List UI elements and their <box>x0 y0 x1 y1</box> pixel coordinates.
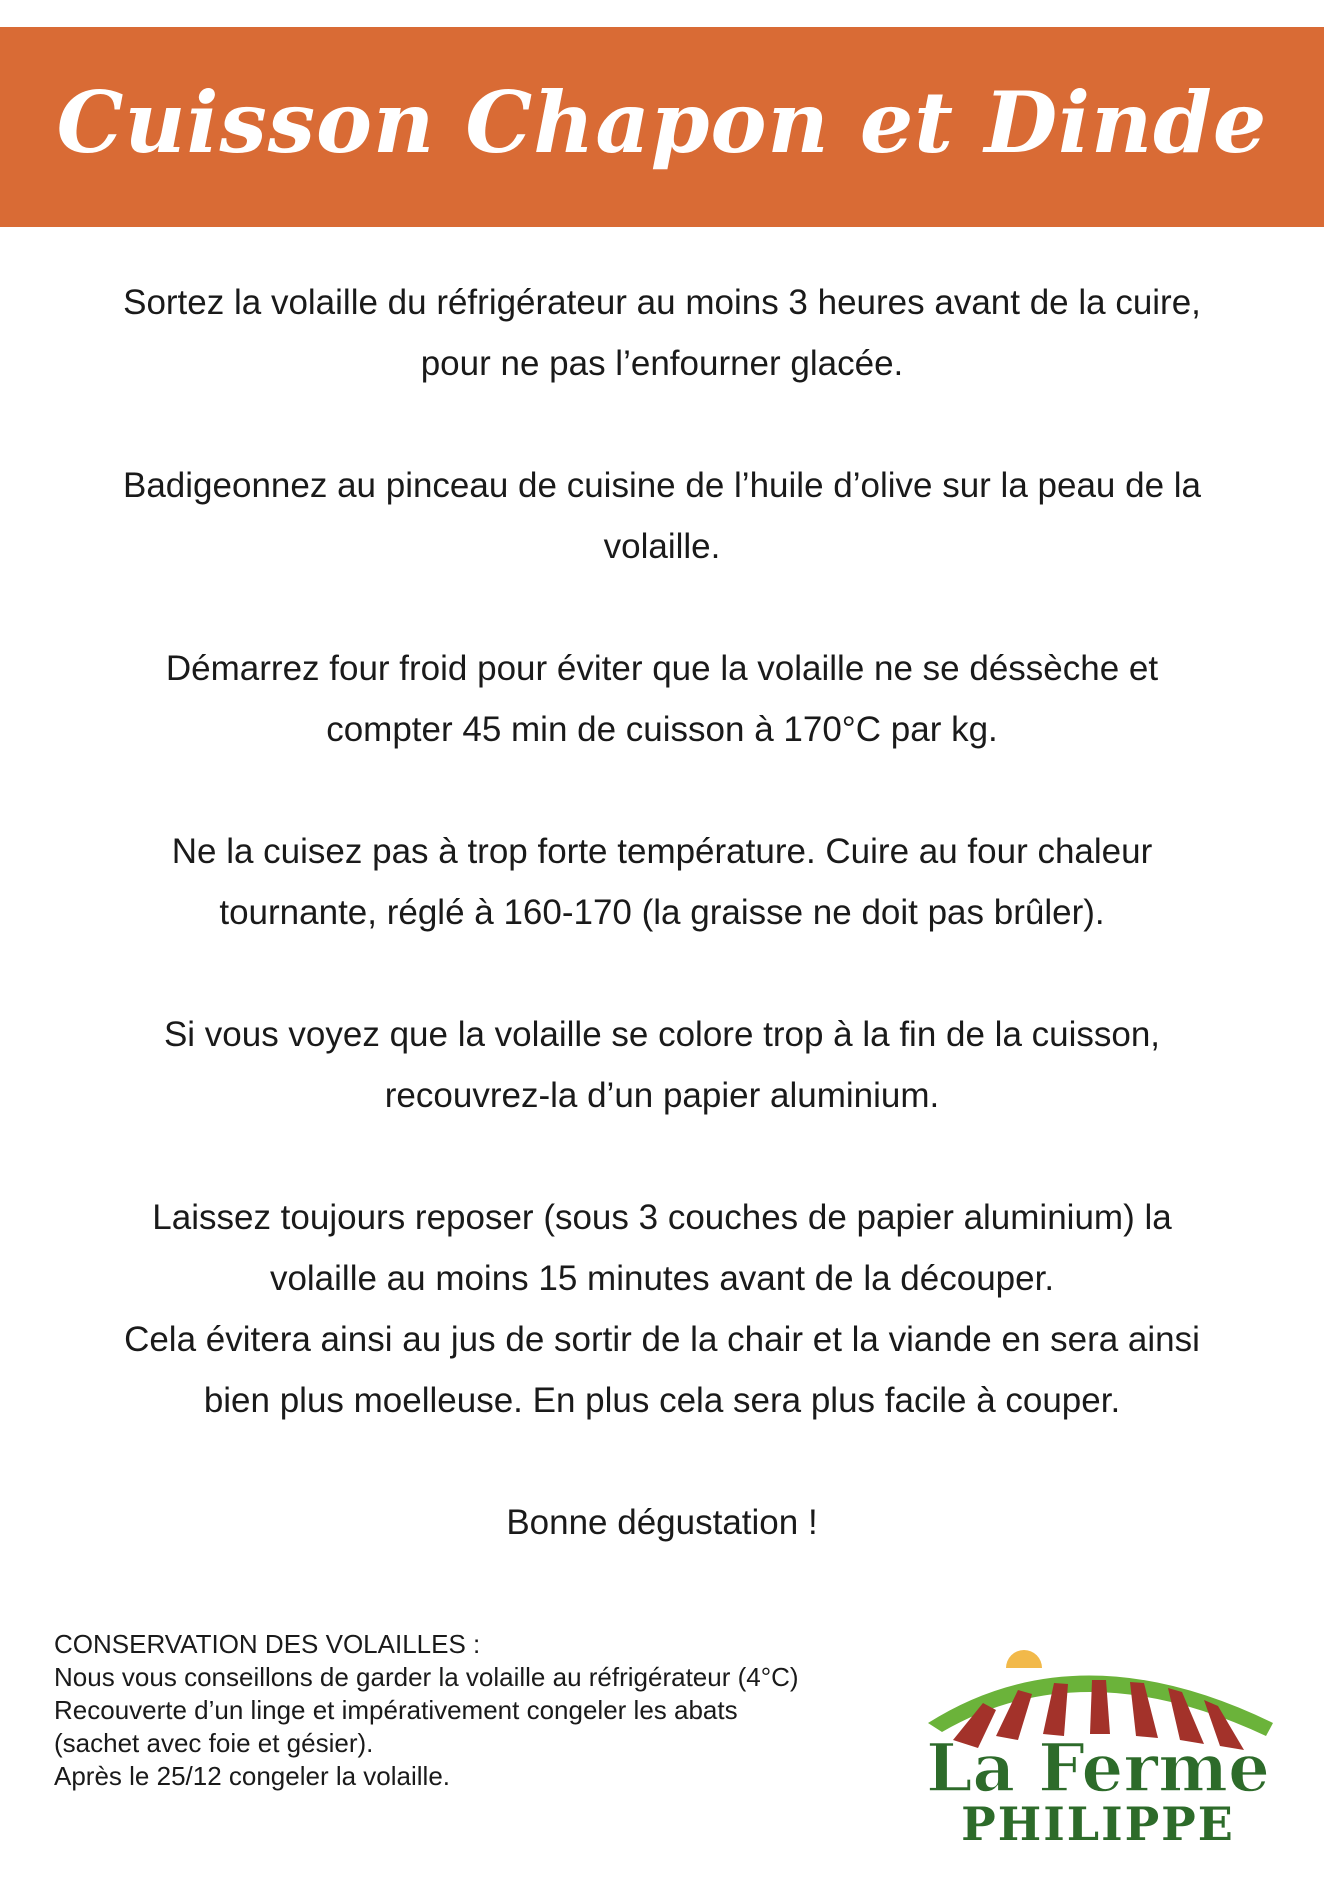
title-banner <box>0 27 1324 227</box>
sun-icon <box>1006 1650 1042 1668</box>
paragraph <box>50 1187 1274 1431</box>
logo-line-1: La Ferme <box>926 1729 1270 1807</box>
conservation-line: Après le 25/12 congeler la volaille. <box>54 1761 451 1791</box>
text-line: volaille. <box>603 527 721 566</box>
text-line: Ne la cuisez pas à trop forte température. Cuire au four chaleur <box>171 832 1153 871</box>
text-line: Si vous voyez que la volaille se colore trop à la fin de la cuisson, <box>163 1015 1161 1054</box>
conservation-line: Nous vous conseillons de garder la volaille au réfrigérateur (4°C) <box>54 1662 799 1692</box>
conservation-heading: CONSERVATION DES VOLAILLES : <box>54 1629 481 1659</box>
text-line: bien plus moelleuse. En plus cela sera plus facile à couper. <box>203 1381 1121 1420</box>
text-line: Cela évitera ainsi au jus de sortir de la chair et la viande en sera ainsi <box>124 1320 1200 1359</box>
text-line: Laissez toujours reposer (sous 3 couches de papier aluminium) la <box>152 1198 1172 1237</box>
text-line: recouvrez-la d’un papier aluminium. <box>384 1076 940 1115</box>
text-line: pour ne pas l’enfourner glacée. <box>420 344 904 383</box>
text-line: compter 45 min de cuisson à 170°C par kg. <box>326 710 998 749</box>
paragraph <box>50 821 1274 943</box>
text-line: Sortez la volaille du réfrigérateur au moins 3 heures avant de la cuire, <box>123 283 1201 322</box>
logo-line-2: PHILIPPE <box>961 1797 1235 1848</box>
conservation-line: (sachet avec foie et gésier). <box>54 1728 374 1758</box>
closing-line <box>50 1492 1274 1553</box>
text-line: tournante, réglé à 160-170 (la graisse ne doit pas brûler). <box>219 893 1105 932</box>
farm-logo <box>908 1628 1288 1848</box>
paragraph <box>50 455 1274 577</box>
paragraph <box>50 272 1274 394</box>
text-line: Badigeonnez au pinceau de cuisine de l’huile d’olive sur la peau de la <box>123 466 1201 505</box>
paragraph <box>50 638 1274 760</box>
instructions <box>50 272 1274 1553</box>
text-line: Bonne dégustation ! <box>506 1503 818 1542</box>
conservation-line: Recouverte d’un linge et impérativement congeler les abats <box>54 1695 738 1725</box>
paragraph <box>50 1004 1274 1126</box>
page-title: Cuisson Chapon et Dinde <box>56 72 1268 172</box>
conservation-note <box>54 1628 914 1793</box>
text-line: volaille au moins 15 minutes avant de la découper. <box>269 1259 1055 1298</box>
text-line: Démarrez four froid pour éviter que la volaille ne se déssèche et <box>165 649 1159 688</box>
